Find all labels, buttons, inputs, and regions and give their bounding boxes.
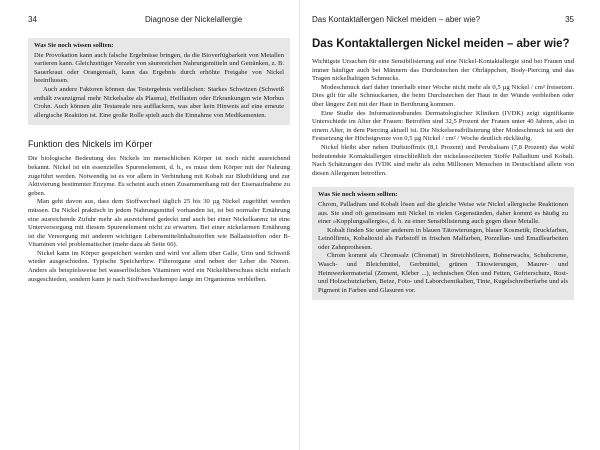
body-paragraph: Man geht davon aus, dass dem Stoffwechsel täglich 25 bis 30 µg Nickel zugeführt werden müssen. Da Nickel praktisch in jedem Nahrungsmittel vorhanden ist, ist bei normaler Ernährung eine ausreichende Zufuhr mehr als ausreichend gedeckt und auch bei einer Nickelkarenz ist eine Unterversorgung mit diesem Spurenelement nicht zu erwarten. Bei einer nickelarmen Ernährung ist die Versorgung mit anderen wichtigen Lebensmittelinhaltsstoffen wie Ballaststoffen oder B-Vitaminen viel problematischer (mehr dazu ab Seite 66).	[28, 198, 290, 249]
info-box-paragraph: Die Provokation kann auch falsche Ergebnisse bringen, da die Bioverfügbarkeit von Metallen variieren kann. Gleichzeitiger Verzehr von säurereichen Nahrungsmitteln und Getränken, z. B. Sauerkraut oder Orangensaft, kann das Ergebnis durch erhöhte Freigabe von Nickel beeinflussen.	[34, 51, 284, 85]
right-page	[300, 0, 600, 450]
info-box-right	[312, 187, 574, 300]
body-paragraph: Eine Studie des Informationsbundes Dermatologischer Kliniken (IVDK) zeigt signifikante Unterschiede im Alter der Frauen: Betroffen sind 32,5 Prozent der Frauen unter 40 Jahren, also in einem Alter, in dem Piercing aktuell ist. Die Nickelsensibilisierung über Modeschmuck ist seit der Festsetzung der Höchstgrenze von 0,5 µg Nickel / cm² / Woche deutlich rückläufig.	[312, 109, 574, 143]
info-box-title: Was Sie noch wissen sollten:	[318, 191, 398, 199]
body-paragraph: Die biologische Bedeutung des Nickels im menschlichen Körper ist noch nicht ausreichend bekannt. Nickel ist ein essenzielles Spurenelement, d. h., es muss dem Körper mit der Nahrung zugeführt werden. Notwendig ist es vor allem in Verbindung mit Kobalt zur Blutbildung und zur Aktivierung bestimmter Enzyme. Es scheint auch einen Zusammenhang mit der Eisenaufnahme zu geben.	[28, 155, 290, 197]
body-paragraph: Nickel bleibt aber neben Duftstoffmix (8,1 Prozent) und Perubalsam (7,8 Prozent) das wohl bedeutendste Kontaktallergen einschließlich der nickelassoziierten Stoffe Palladium und Kobalt. Nach Schätzungen des IVDK sind mehr als zehn Millionen Menschen in Deutschland allein von diesen Allergenen betroffen.	[312, 143, 574, 177]
right-content	[312, 38, 574, 300]
section-heading: Funktion des Nickels im Körper	[28, 139, 153, 150]
info-box-paragraph: Chrom kommt als Chromsalz (Chromat) in Streichhölzern, Bohnerwachs, Schuhcreme, Wasch- und Bleichmittel, Gerbmittel, grünen Tätowierungen, Maurer- und Heimwerkermaterial (Zement, Kleber ...), technischen Ölen und Fetten, Gefrierschutz, Rost- und Holzschutzfarben, Beize, Foto- und Laborchemikalien, Tinte, Kugelschreiberfarbe und als Pigment in Farben und Glasuren vor.	[318, 252, 568, 294]
body-paragraph: Wichtigste Ursachen für eine Sensibilisierung auf eine Nickel-Kontaktallergie sind bei Frauen und immer häufiger auch bei Männern das Durchstechen der Ohrläppchen, Body-Piercing und das Tragen nickelhaltigen Schmucks.	[312, 58, 574, 83]
right-page-number: 35	[565, 15, 574, 24]
left-page-number: 34	[28, 15, 37, 24]
left-content	[28, 38, 290, 284]
info-box-left	[28, 38, 290, 125]
left-running-head: Diagnose der Nickelallergie	[145, 15, 243, 24]
info-box-paragraph: Chrom, Palladium und Kobalt lösen auf die gleiche Weise wie Nickel allergische Reaktionen aus. Sie sind oft gemeinsam mit Nickel in vielen Gegenständen, daher kommt es häufig zu einer »Kopplungsallergie«, d. h. zu einer Sensibilisierung auch gegen diese Metalle.	[318, 200, 568, 226]
chapter-title: Das Kontaktallergen Nickel meiden – aber wie?	[312, 38, 570, 50]
info-box-title: Was Sie noch wissen sollten:	[34, 42, 114, 49]
body-paragraph: Nickel kann im Körper gespeichert werden und wird vor allem über Galle, Urin und Schweiß wieder ausgeschieden. Typische Speicherbzw. Filterorgane sind neben der Leber die Nieren. Anders als beispielsweise bei wasserlöslichen Vitaminen wird ein Nickelüberschuss nicht einfach ausgeschieden, sondern kann je nach Stoffwechseltempo lange im Organismus verbleiben.	[28, 249, 290, 283]
body-paragraph: Modeschmuck darf daher innerhalb einer Woche nicht mehr als 0,5 µg Nickel / cm² freisetzen. Dies gilt für alle Schmuckarten, die beim Durchstechen der Haut in der Wunde verbleiben oder über längere Zeit mit der Haut in Berührung kommen.	[312, 83, 574, 108]
right-running-head: Das Kontaktallergen Nickel meiden – aber wie?	[312, 15, 481, 24]
info-box-paragraph: Kobalt finden Sie unter anderem in blauen Tätowierungen, blauer Kosmetik, Druckfarben, Leinölfirnis, Kobaltoxid als Farbstoff in frischen Malfarben, Porzellan- und Emaillearbeiten oder Zahnprothesen.	[318, 226, 568, 251]
info-box-paragraph: Auch andere Faktoren können das Testergebnis verfälschen: Starkes Schwitzen (Schweiß enthält zwanzigmal mehr Nickelsalze als Plasma), Heilfasten oder Erkrankungen wie Morbus Crohn. Auch können alte Testareale neu aufflackern, was aber kein Hinweis auf eine erneute allergische Reaktion ist. Eine große Rolle spielt auch die Einnahme von Medikamenten.	[34, 85, 284, 119]
